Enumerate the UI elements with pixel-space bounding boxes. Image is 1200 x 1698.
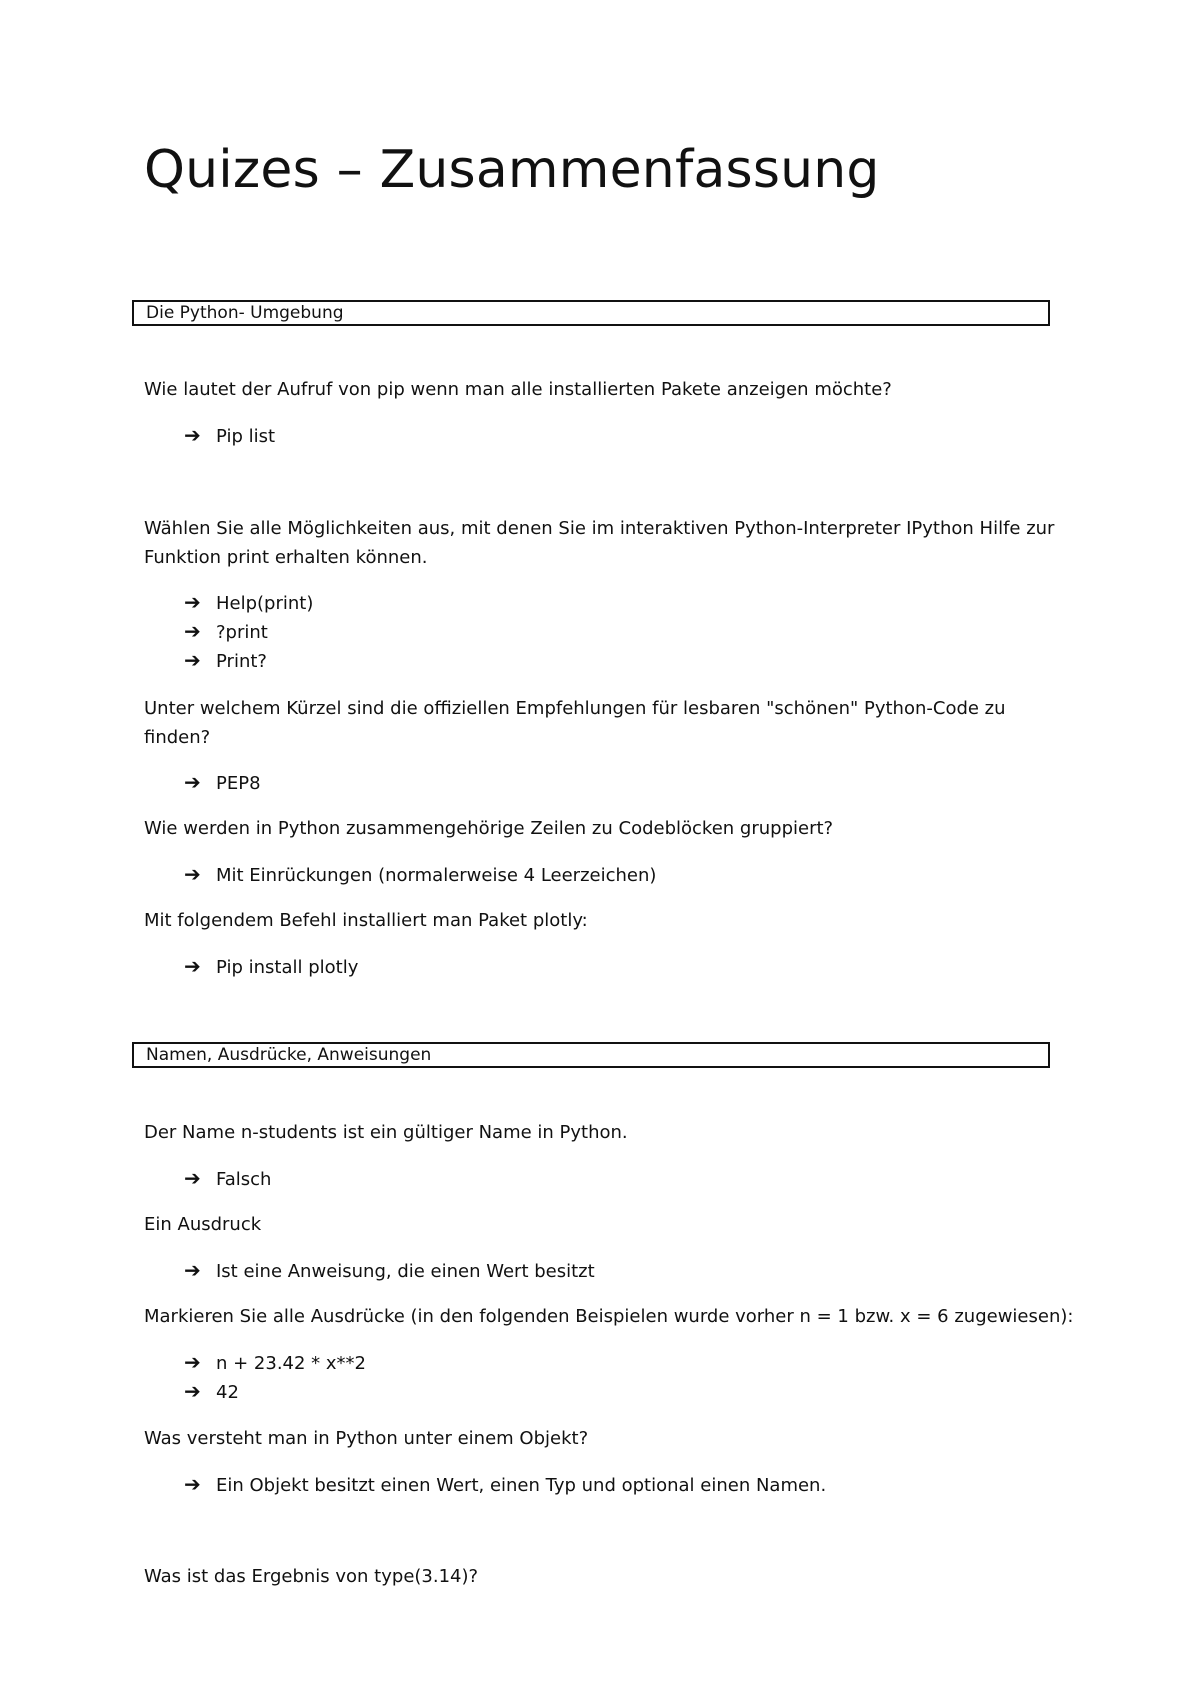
answer: ➔ PEP8 xyxy=(184,768,261,798)
answer: ➔ Print? xyxy=(184,646,267,676)
answer: ➔ Help(print) xyxy=(184,588,313,618)
arrow-right-icon: ➔ xyxy=(184,619,201,643)
arrow-right-icon: ➔ xyxy=(184,590,201,614)
answer: ➔ Pip install plotly xyxy=(184,952,358,982)
answer: ➔ Falsch xyxy=(184,1164,271,1194)
question: Was versteht man in Python unter einem Objekt? xyxy=(144,1428,589,1449)
arrow-right-icon: ➔ xyxy=(184,954,201,978)
answer: ➔ Mit Einrückungen (normalerweise 4 Leerzeichen) xyxy=(184,860,656,890)
answer: ➔ Pip list xyxy=(184,421,275,451)
question: Wie lautet der Aufruf von pip wenn man alle installierten Pakete anzeigen möchte? xyxy=(144,379,892,400)
answer: ➔ 42 xyxy=(184,1377,239,1407)
question: Unter welchem Kürzel sind die offiziellen Empfehlungen für lesbaren "schönen" Python-Code zu finden? xyxy=(144,698,1006,748)
question: Markieren Sie alle Ausdrücke (in den folgenden Beispielen wurde vorher n = 1 bzw. x = 6 zugewiesen): xyxy=(144,1306,1074,1327)
page-title: Quizes – Zusammenfassung xyxy=(144,140,880,200)
question: Mit folgendem Befehl installiert man Paket plotly: xyxy=(144,910,588,931)
question: Der Name n-students ist ein gültiger Name in Python. xyxy=(144,1122,628,1143)
answer: ➔ Ein Objekt besitzt einen Wert, einen Typ und optional einen Namen. xyxy=(184,1470,826,1500)
arrow-right-icon: ➔ xyxy=(184,1350,201,1374)
arrow-right-icon: ➔ xyxy=(184,770,201,794)
arrow-right-icon: ➔ xyxy=(184,423,201,447)
section-heading-python-umgebung: Die Python- Umgebung xyxy=(132,300,1050,326)
question: Ein Ausdruck xyxy=(144,1214,262,1235)
arrow-right-icon: ➔ xyxy=(184,1166,201,1190)
arrow-right-icon: ➔ xyxy=(184,1379,201,1403)
arrow-right-icon: ➔ xyxy=(184,862,201,886)
arrow-right-icon: ➔ xyxy=(184,1258,201,1282)
question: Wählen Sie alle Möglichkeiten aus, mit denen Sie im interaktiven Python-Interpreter IPython Hilfe zur Funktion print erhalten können. xyxy=(144,518,1055,568)
arrow-right-icon: ➔ xyxy=(184,1472,201,1496)
section-heading-namen-ausdruecke: Namen, Ausdrücke, Anweisungen xyxy=(132,1042,1050,1068)
answer: ➔ n + 23.42 * x**2 xyxy=(184,1348,366,1378)
arrow-right-icon: ➔ xyxy=(184,648,201,672)
answer: ➔ Ist eine Anweisung, die einen Wert besitzt xyxy=(184,1256,595,1286)
question: Wie werden in Python zusammengehörige Zeilen zu Codeblöcken gruppiert? xyxy=(144,818,834,839)
question: Was ist das Ergebnis von type(3.14)? xyxy=(144,1566,479,1587)
answer: ➔ ?print xyxy=(184,617,268,647)
